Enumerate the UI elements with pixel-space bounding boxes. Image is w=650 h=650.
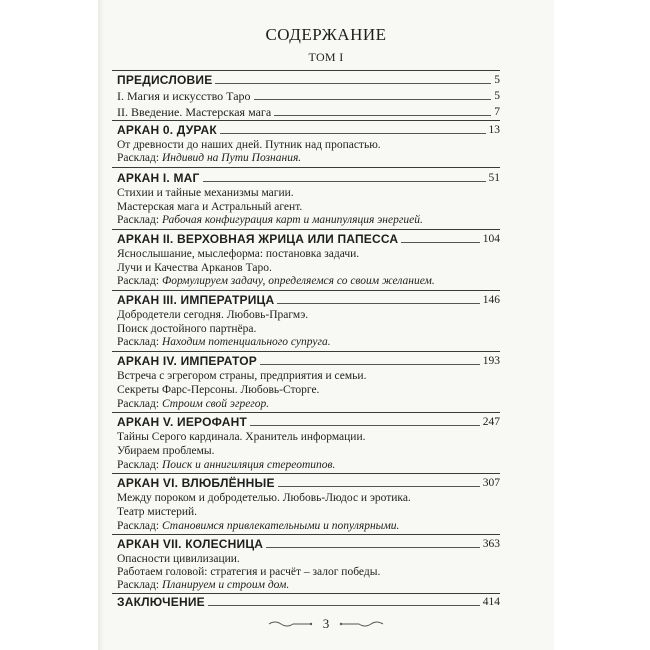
spread-line — [117, 519, 500, 534]
chapter-description: Убираем проблемы. — [117, 444, 215, 457]
toc-entry-conclusion[interactable] — [117, 594, 500, 610]
chapter-title: АРКАН V. ИЕРОФАНТ — [117, 415, 248, 430]
spread-line — [117, 151, 500, 166]
entry-label: II. Введение. Мастерская мага — [117, 105, 272, 120]
chapter-description: Опасности цивилизации. — [117, 552, 240, 565]
chapter-page: 363 — [482, 538, 500, 551]
chapter-page: 146 — [482, 294, 500, 306]
spread-line — [117, 274, 500, 289]
toc-chapter-heading[interactable] — [117, 231, 500, 247]
chapter-description: Лучи и Качества Арканов Таро. — [117, 261, 272, 274]
chapter-title: АРКАН VII. КОЛЕСНИЦА — [117, 537, 264, 552]
dot-leader — [278, 485, 480, 487]
spread-label: Расклад: — [117, 275, 160, 288]
divider — [112, 290, 500, 291]
entry-label: ЗАКЛЮЧЕНИЕ — [117, 594, 205, 609]
chapter-description: Тайны Серого кардинала. Хранитель информации. — [117, 430, 366, 443]
spread-text: Рабочая конфигурация карт и манипуляция энергией. — [161, 214, 423, 227]
spread-text: Находим потенциального супруга. — [161, 336, 331, 349]
spread-label: Расклад: — [117, 214, 160, 227]
chapter-description: Яснослышание, мыслеформа: постановка задачи. — [117, 247, 360, 260]
chapter-description: Стихии и тайные механизмы магии. — [117, 186, 294, 199]
toc-chapter-heading[interactable] — [117, 414, 500, 430]
chapter-title: АРКАН IV. ИМПЕРАТОР — [117, 354, 258, 369]
ornament-right-icon — [339, 619, 385, 629]
spread-text: Строим свой эгрегор. — [161, 397, 270, 410]
entry-page: 7 — [494, 106, 500, 119]
chapter-title: АРКАН VI. ВЛЮБЛЁННЫЕ — [117, 476, 275, 491]
entry-page: 414 — [482, 595, 500, 608]
dot-leader — [215, 82, 491, 84]
entry-label: ПРЕДИСЛОВИЕ — [117, 72, 213, 87]
entry-label: I. Магия и искусство Таро — [117, 88, 251, 103]
spread-line — [117, 335, 500, 350]
divider — [112, 473, 500, 474]
dot-leader — [208, 604, 480, 606]
chapter-description: Театр мистерий. — [117, 505, 198, 518]
chapter-description: Работаем головой: стратегия и расчёт – залог победы. — [117, 565, 381, 578]
spread-text: Индивид на Пути Познания. — [161, 152, 302, 165]
divider — [112, 534, 500, 535]
spread-label: Расклад: — [117, 519, 160, 532]
spread-text: Формулируем задачу, определяемся со своим желанием. — [161, 275, 435, 288]
spread-line — [117, 458, 500, 473]
spread-label: Расклад: — [117, 458, 160, 471]
divider — [112, 120, 500, 121]
divider — [112, 229, 500, 230]
toc-chapter-heading[interactable] — [117, 170, 500, 186]
spread-text: Становимся привлекательными и популярными. — [161, 519, 400, 532]
spread-text: Планируем и строим дом. — [161, 578, 290, 591]
dot-leader — [254, 98, 492, 100]
toc-chapter-heading[interactable] — [117, 536, 500, 552]
page-footer — [98, 614, 554, 634]
dot-leader — [220, 132, 486, 134]
dot-leader — [250, 424, 480, 426]
toc-chapter-heading[interactable] — [117, 475, 500, 491]
chapter-description: Встреча с эгрегором страны, предприятия и семьи. — [117, 369, 367, 382]
divider — [112, 351, 500, 352]
dot-leader — [266, 546, 480, 548]
volume-subtitle: ТОМ I — [308, 50, 344, 64]
spine-shadow — [98, 0, 104, 650]
dot-leader — [260, 363, 480, 365]
toc-chapter-heading[interactable] — [117, 292, 500, 308]
chapter-page: 307 — [482, 477, 500, 490]
chapter-description: Секреты Фарс-Персоны. Любовь-Сторге. — [117, 383, 320, 396]
chapter-page: 51 — [488, 171, 500, 184]
divider — [112, 167, 500, 168]
chapter-page: 193 — [482, 355, 500, 368]
chapter-page: 247 — [482, 416, 500, 429]
chapter-description: Добродетели сегодня. Любовь-Прагмэ. — [117, 308, 309, 321]
spread-label: Расклад: — [117, 578, 160, 591]
chapter-description: От древности до наших дней. Путник над пропастью. — [117, 138, 381, 151]
spread-label: Расклад: — [117, 336, 160, 349]
chapter-title: АРКАН II. ВЕРХОВНАЯ ЖРИЦА ИЛИ ПАПЕССА — [117, 231, 399, 246]
spread-line — [117, 397, 500, 412]
spread-label: Расклад: — [117, 397, 160, 410]
dot-leader — [401, 241, 479, 243]
spread-label: Расклад: — [117, 152, 160, 165]
divider — [112, 412, 500, 413]
chapter-description: Поиск достойного партнёра. — [117, 322, 257, 335]
entry-page: 5 — [494, 89, 500, 102]
page-number: 3 — [322, 615, 330, 631]
toc-entry-magic-tarot[interactable] — [117, 88, 500, 104]
spread-line — [117, 213, 500, 228]
toc-entry-preface[interactable] — [117, 72, 500, 88]
spread-line — [117, 578, 500, 593]
chapter-page: 13 — [488, 123, 500, 136]
dot-leader — [277, 302, 479, 304]
dot-leader — [203, 180, 486, 182]
toc-entry-introduction[interactable] — [117, 104, 500, 120]
ornament-left-icon — [267, 619, 313, 629]
divider — [112, 70, 500, 71]
chapter-description: Мастерская мага и Астральный агент. — [117, 200, 303, 213]
toc-chapter-heading[interactable] — [117, 122, 500, 138]
chapter-title: АРКАН III. ИМПЕРАТРИЦА — [117, 293, 275, 307]
page-title: СОДЕРЖАНИЕ — [265, 25, 387, 44]
entry-page: 5 — [494, 73, 500, 86]
dot-leader — [274, 114, 491, 116]
toc-chapter-heading[interactable] — [117, 353, 500, 369]
chapter-description: Между пороком и добродетелью. Любовь-Людос и эротика. — [117, 491, 411, 504]
chapter-title: АРКАН I. МАГ — [117, 170, 200, 185]
chapter-page: 104 — [482, 232, 500, 245]
spread-text: Поиск и аннигиляция стереотипов. — [161, 458, 336, 471]
chapter-title: АРКАН 0. ДУРАК — [117, 122, 217, 137]
